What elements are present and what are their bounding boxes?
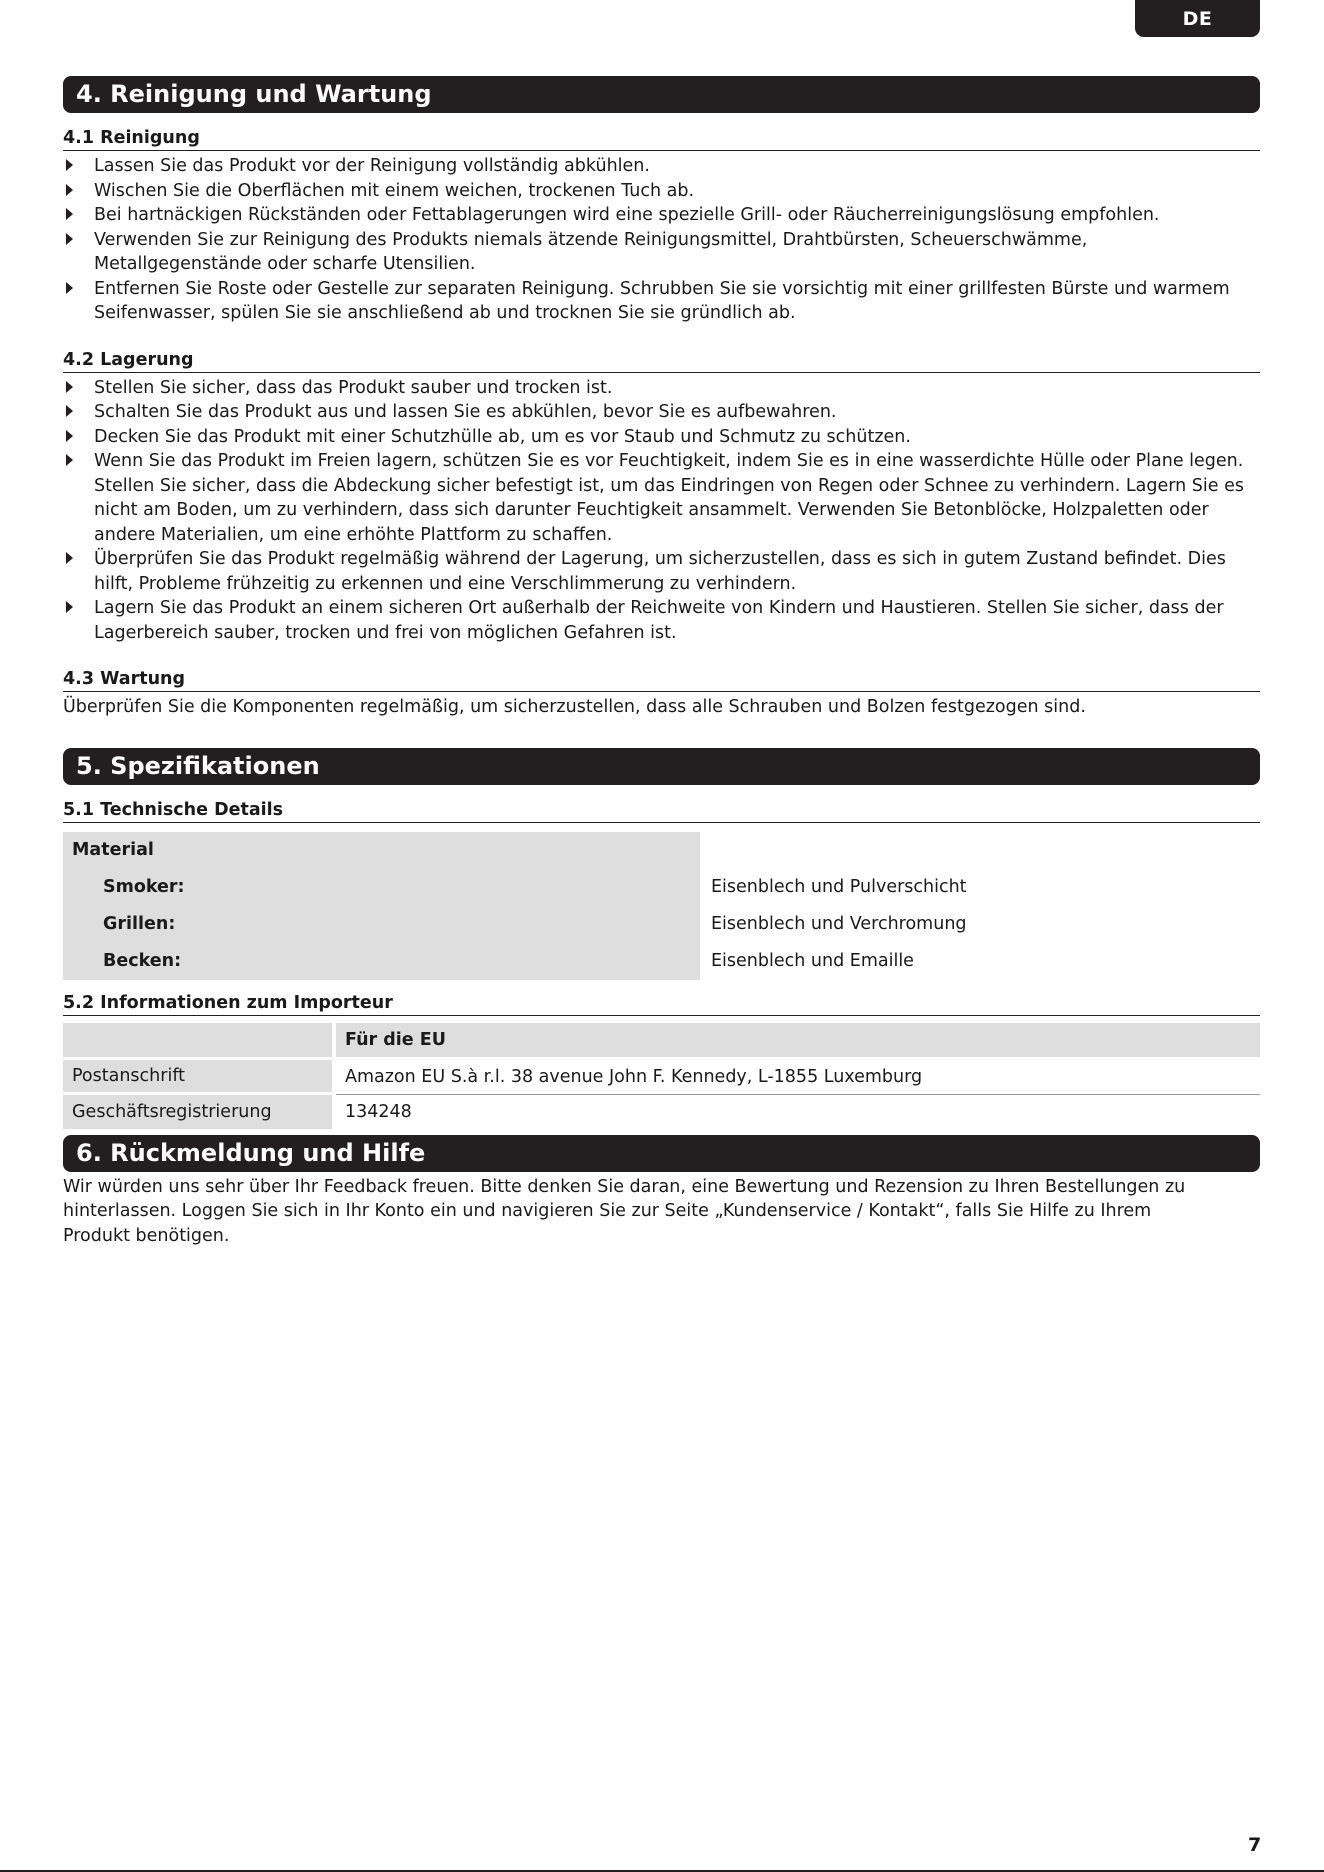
list-item: Lassen Sie das Produkt vor der Reinigung vollständig abkühlen. [63, 154, 1260, 179]
importer-value: 134248 [345, 1101, 412, 1122]
bullet-icon [66, 454, 73, 466]
section-title-cleaning: 4. Reinigung und Wartung [63, 76, 1260, 113]
spec-key: Becken: [63, 943, 700, 980]
bullet-icon [66, 405, 73, 417]
spec-key: Grillen: [63, 906, 700, 943]
page-number: 7 [1248, 1834, 1262, 1856]
importer-key: Postanschrift [63, 1060, 336, 1095]
spec-value: Eisenblech und Verchromung [711, 914, 967, 934]
table-row [63, 1060, 1260, 1095]
storage-list [63, 376, 1260, 646]
spec-value: Eisenblech und Pulverschicht [711, 877, 967, 897]
table-row [63, 1095, 1260, 1129]
importer-value: Amazon EU S.à r.l. 38 avenue John F. Kennedy, L-1855 Luxemburg [336, 1060, 1260, 1095]
bullet-icon [66, 552, 73, 564]
column-header-eu: Für die EU [336, 1023, 1260, 1060]
section-title-feedback: 6. Rückmeldung und Hilfe [63, 1135, 1260, 1172]
technical-details-table [63, 832, 1260, 980]
list-item: Verwenden Sie zur Reinigung des Produkts niemals ätzende Reinigungsmittel, Drahtbürsten, Scheuerschwämme, Metallgegenstände oder scharfe Utensilien. [63, 228, 1260, 277]
bullet-icon [66, 159, 73, 171]
list-item: Entfernen Sie Roste oder Gestelle zur separaten Reinigung. Schrubben Sie sie vorsichtig mit einer grillfesten Bürste und warmem Seifenwasser, spülen Sie sie anschließend ab und trocknen Sie sie gründlich ab. [63, 277, 1260, 326]
bullet-icon [66, 430, 73, 442]
table-header-row [63, 1023, 1260, 1060]
material-label: Material [63, 832, 700, 869]
list-item: Bei hartnäckigen Rückständen oder Fettablagerungen wird eine spezielle Grill- oder Räucherreinigungslösung empfohlen. [63, 203, 1260, 228]
list-item: Wischen Sie die Oberflächen mit einem weichen, trockenen Tuch ab. [63, 179, 1260, 204]
maintenance-text: Überprüfen Sie die Komponenten regelmäßig, um sicherzustellen, dass alle Schrauben und Bolzen festgezogen sind. [63, 697, 1086, 717]
cleaning-list [63, 154, 1260, 326]
subsection-title-technical-details: 5.1 Technische Details [63, 799, 1260, 823]
list-item: Wenn Sie das Produkt im Freien lagern, schützen Sie es vor Feuchtigkeit, indem Sie es in eine wasserdichte Hülle oder Plane legen. Stellen Sie sicher, dass die Abdeckung sicher befestigt ist, um das Eindringen von Regen oder Schnee zu verhindern. Lagern Sie es nicht am Boden, um zu verhindern, dass sich darunter Feuchtigkeit ansammelt. Verwenden Sie Betonblöcke, Holzpaletten oder andere Materialien, um eine erhöhte Plattform zu schaffen. [63, 449, 1260, 547]
subsection-title-importer: 5.2 Informationen zum Importeur [63, 992, 1260, 1016]
page-content [63, 76, 1260, 1248]
importer-key: Geschäftsregistrierung [63, 1095, 336, 1129]
list-item: Schalten Sie das Produkt aus und lassen Sie es abkühlen, bevor Sie es aufbewahren. [63, 400, 1260, 425]
table-row [63, 943, 1260, 980]
list-item: Stellen Sie sicher, dass das Produkt sauber und trocken ist. [63, 376, 1260, 401]
list-item: Decken Sie das Produkt mit einer Schutzhülle ab, um es vor Staub und Schmutz zu schützen. [63, 425, 1260, 450]
table-row [63, 832, 1260, 869]
spec-key: Smoker: [63, 869, 700, 906]
bullet-icon [66, 601, 73, 613]
list-item: Überprüfen Sie das Produkt regelmäßig während der Lagerung, um sicherzustellen, dass es sich in gutem Zustand befindet. Dies hilft, Probleme frühzeitig zu erkennen und eine Verschlimmerung zu verhindern. [63, 547, 1260, 596]
table-row [63, 869, 1260, 906]
bullet-icon [66, 208, 73, 220]
subsection-title-maintenance: 4.3 Wartung [63, 668, 1260, 692]
bullet-icon [66, 381, 73, 393]
section-title-specifications: 5. Spezifikationen [63, 748, 1260, 785]
bullet-icon [66, 282, 73, 294]
language-tab: DE [1135, 0, 1260, 37]
importer-table [63, 1023, 1260, 1129]
bullet-icon [66, 233, 73, 245]
bullet-icon [66, 184, 73, 196]
subsection-title-cleaning: 4.1 Reinigung [63, 127, 1260, 151]
list-item: Lagern Sie das Produkt an einem sicheren Ort außerhalb der Reichweite von Kindern und Haustieren. Stellen Sie sicher, dass der Lagerbereich sauber, trocken und frei von möglichen Gefahren ist. [63, 596, 1260, 645]
spec-value: Eisenblech und Emaille [711, 951, 914, 971]
feedback-text: Wir würden uns sehr über Ihr Feedback freuen. Bitte denken Sie daran, eine Bewertung und Rezension zu Ihren Bestellungen zu hinterlassen. Loggen Sie sich in Ihr Konto ein und navigieren Sie zur Seite „Kundenservice / Kontakt“, falls Sie Hilfe zu Ihrem Produkt benötigen. [63, 1176, 1186, 1246]
subsection-title-storage: 4.2 Lagerung [63, 349, 1260, 373]
table-row [63, 906, 1260, 943]
